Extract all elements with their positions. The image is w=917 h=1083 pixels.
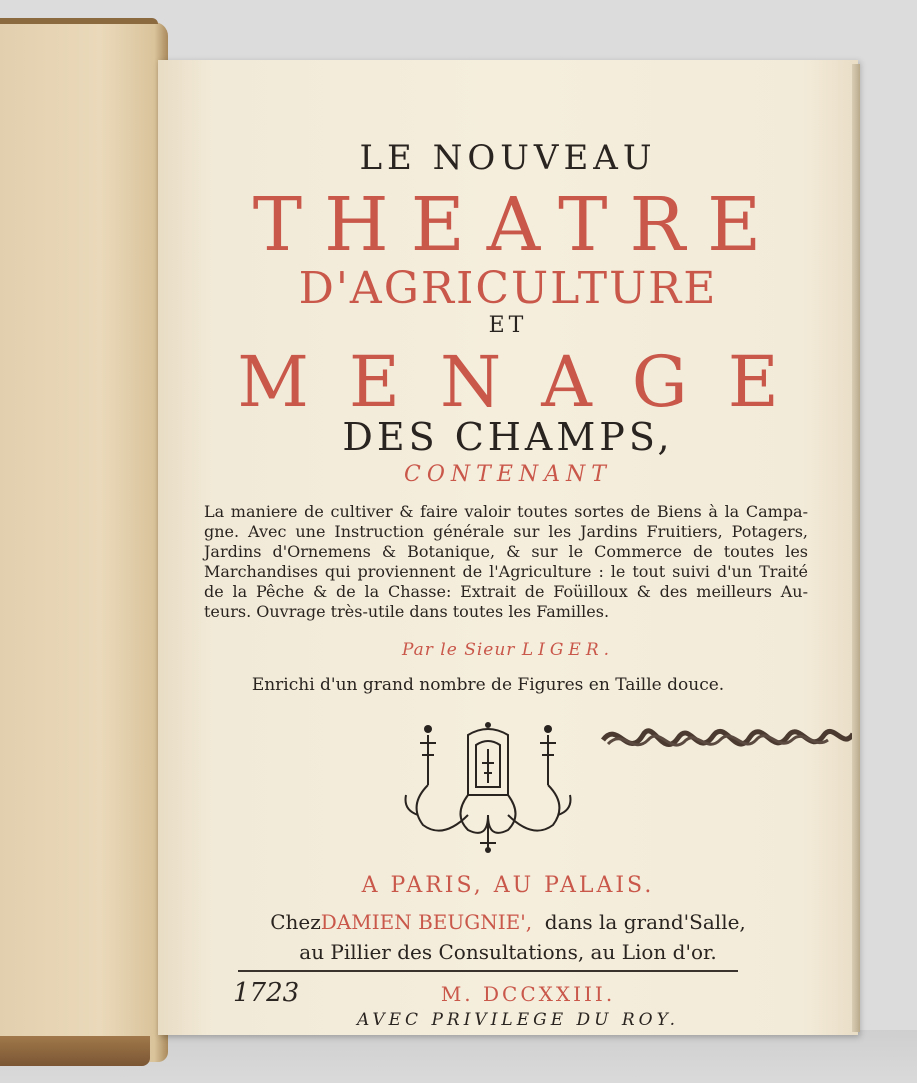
author-name: LIGER. <box>521 640 615 660</box>
ink-scribble <box>598 710 858 770</box>
divider-rule <box>238 970 738 972</box>
title-line-7: CONTENANT <box>404 462 612 487</box>
privilege-line: AVEC PRIVILEGE DU ROY. <box>356 1010 680 1030</box>
description-line: de la Pêche & de la Chasse: Extrait de Foüilloux & des meilleurs Au- <box>204 582 808 601</box>
author-prefix: Par le Sieur <box>401 640 516 660</box>
title-line-1: LE NOUVEAU <box>359 138 657 178</box>
enrichment-line: Enrichi d'un grand nombre de Figures en Taille douce. <box>251 675 725 695</box>
title-line-2: THEATRE <box>252 182 784 268</box>
imprint-location: dans la grand'Salle, <box>544 910 746 934</box>
description-line: gne. Avec une Instruction générale sur les Jardins Fruitiers, Potagers, <box>204 522 808 541</box>
page-edge <box>852 64 860 1032</box>
description <box>204 502 808 622</box>
description-line: teurs. Ouvrage très-utile dans toutes les Familles. <box>204 602 610 621</box>
book-cover-corner <box>0 1036 150 1066</box>
handwritten-year: 1723 <box>233 978 300 1008</box>
imprint-prefix: Chez <box>270 910 321 934</box>
imprint-printer: DAMIEN BEUGNIE', <box>320 910 533 934</box>
title-line-5: MENAGE <box>237 341 819 423</box>
description-line: La maniere de cultiver & faire valoir toutes sortes de Biens à la Campa- <box>204 502 808 521</box>
author-line <box>158 640 858 660</box>
imprint-place: A PARIS, AU PALAIS. <box>361 873 655 898</box>
left-page <box>0 22 168 1062</box>
imprint-address: au Pillier des Consultations, au Lion d'or. <box>299 940 717 964</box>
publication-year: M. DCCXXIII. <box>440 982 616 1006</box>
description-line: Marchandises qui proviennent de l'Agriculture : le tout suivi d'un Traité <box>204 562 808 581</box>
title-page <box>158 60 858 1035</box>
title-line-4: ET <box>488 313 528 338</box>
printer-ornament-icon <box>398 715 578 855</box>
binding-edge <box>0 18 158 24</box>
imprint-printer-line <box>158 910 858 934</box>
description-line: Jardins d'Ornemens & Botanique, & sur le Commerce de toutes les <box>204 542 808 561</box>
title-line-3: D'AGRICULTURE <box>298 263 718 314</box>
title-line-6: DES CHAMPS, <box>342 415 674 459</box>
